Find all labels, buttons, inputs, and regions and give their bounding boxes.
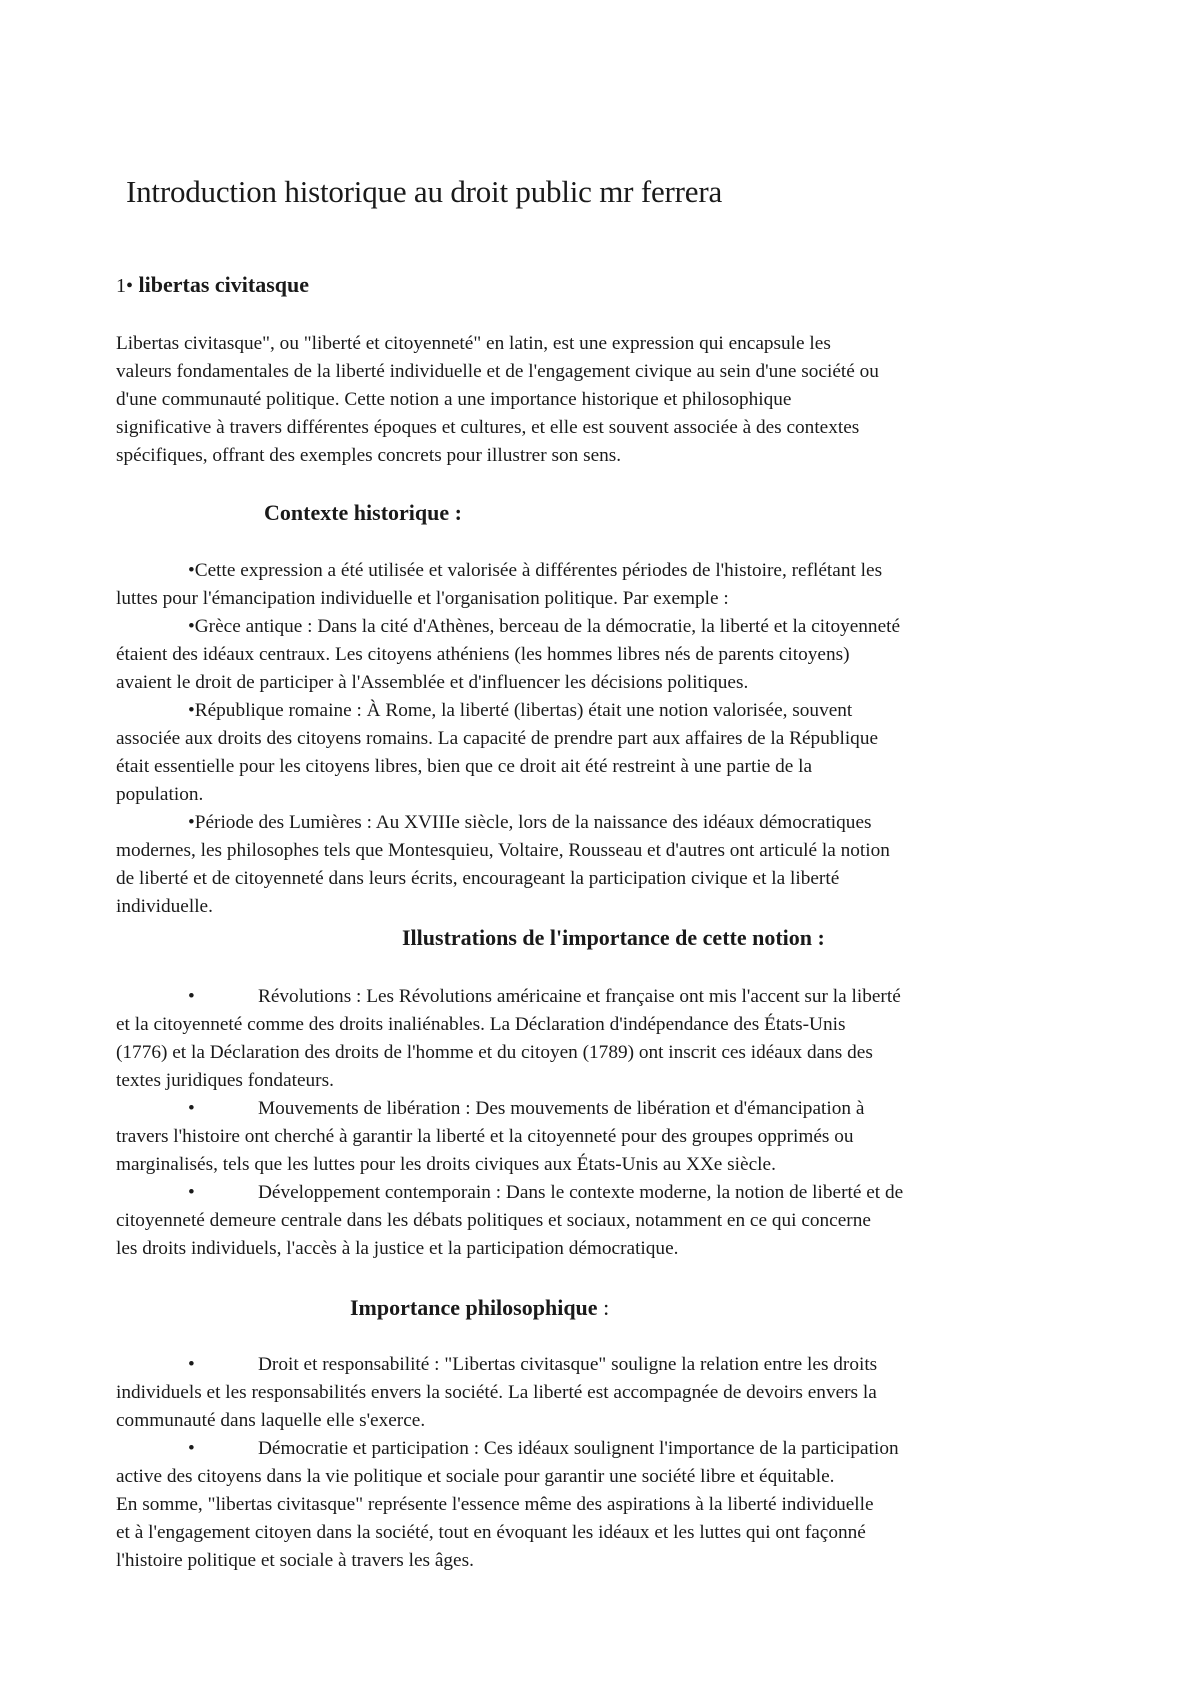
list-item-text: et à l'engagement citoyen dans la société, tout en évoquant les idéaux et les luttes qui ont façonné [116,1522,866,1543]
section-heading-text: libertas civitasque [133,272,310,297]
list-item-text: En somme, "libertas civitasque" représente l'essence même des aspirations à la liberté individuelle [116,1494,874,1515]
paragraph-line: individuelle. [116,896,213,917]
paragraph-line: significative à travers différentes époques et cultures, et elle est souvent associée à des contextes [116,417,860,438]
list-item-continuation [116,1067,1096,1095]
list-item [116,983,1096,1011]
list-item-text: Révolutions : Les Révolutions américaine et française ont mis l'accent sur la liberté [258,986,901,1007]
list-item-text: active des citoyens dans la vie politique et sociale pour garantir une société libre et équitable. [116,1466,835,1487]
list-item-continuation [116,1379,1096,1407]
paragraph-line: spécifiques, offrant des exemples concrets pour illustrer son sens. [116,445,622,466]
list-item-continuation [116,1011,1096,1039]
paragraph-line: •Cette expression a été utilisée et valorisée à différentes périodes de l'histoire, reflétant les [188,560,883,581]
contexte-paragraph [116,557,1086,921]
list-item-continuation [116,1519,1096,1547]
paragraph-line: étaient des idéaux centraux. Les citoyens athéniens (les hommes libres nés de parents citoyens) [116,644,850,665]
section-heading-libertas [116,272,309,298]
paragraph-line: •Grèce antique : Dans la cité d'Athènes, berceau de la démocratie, la liberté et la citoyenneté [188,616,901,637]
list-item-continuation [116,1235,1096,1263]
illustrations-heading: Illustrations de l'importance de cette notion : [402,925,825,950]
list-item [116,1095,1096,1123]
illustrations-list [116,983,1096,1263]
list-item [116,1435,1096,1463]
philosophique-heading-text: Importance philosophique [350,1295,598,1320]
list-item-text: travers l'histoire ont cherché à garantir la liberté et la citoyenneté pour des groupes opprimés ou [116,1126,854,1147]
paragraph-line: •République romaine : À Rome, la liberté (libertas) était une notion valorisée, souvent [188,700,853,721]
philosophique-list [116,1351,1096,1575]
list-item-continuation [116,1207,1096,1235]
paragraph-line: modernes, les philosophes tels que Montesquieu, Voltaire, Rousseau et d'autres ont articulé la notion [116,840,890,861]
paragraph-line: population. [116,784,204,805]
list-item-continuation [116,1123,1096,1151]
paragraph-line: Libertas civitasque", ou "liberté et citoyenneté" en latin, est une expression qui encapsule les [116,333,831,354]
bullet-icon: • [188,1182,195,1203]
list-item-text: les droits individuels, l'accès à la justice et la participation démocratique. [116,1238,679,1259]
document-title: Introduction historique au droit public mr ferrera [126,174,723,209]
list-item [116,1179,1096,1207]
bullet-icon: • [188,1098,195,1119]
paragraph-line: luttes pour l'émancipation individuelle et l'organisation politique. Par exemple : [116,588,729,609]
paragraph-line: •Période des Lumières : Au XVIIIe siècle, lors de la naissance des idéaux démocratiques [188,812,872,833]
list-item-text: et la citoyenneté comme des droits inaliénables. La Déclaration d'indépendance des États-Unis [116,1014,846,1035]
list-item-text: textes juridiques fondateurs. [116,1070,334,1091]
list-item-text: marginalisés, tels que les luttes pour les droits civiques aux États-Unis au XXe siècle. [116,1154,776,1175]
list-item-continuation [116,1039,1096,1067]
paragraph-line: était essentielle pour les citoyens libres, bien que ce droit ait été restreint à une partie de la [116,756,812,777]
paragraph-line: d'une communauté politique. Cette notion a une importance historique et philosophique [116,389,792,410]
list-item [116,1351,1096,1379]
list-item-text: Démocratie et participation : Ces idéaux soulignent l'importance de la participation [258,1438,899,1459]
list-item-continuation [116,1151,1096,1179]
list-item-continuation [116,1491,1096,1519]
section-number: 1• [116,275,134,297]
intro-paragraph [116,330,1086,470]
paragraph-line: associée aux droits des citoyens romains. La capacité de prendre part aux affaires de la République [116,728,879,749]
paragraph-line: avaient le droit de participer à l'Assemblée et d'influencer les décisions politiques. [116,672,749,693]
list-item-continuation [116,1463,1096,1491]
list-item-text: citoyenneté demeure centrale dans les débats politiques et sociaux, notamment en ce qui concerne [116,1210,871,1231]
philosophique-heading [350,1295,609,1321]
bullet-icon: • [188,986,195,1007]
paragraph-line: de liberté et de citoyenneté dans leurs écrits, encourageant la participation civique et la liberté [116,868,840,889]
list-item-continuation [116,1407,1096,1435]
paragraph-line: valeurs fondamentales de la liberté individuelle et de l'engagement civique au sein d'une société ou [116,361,879,382]
list-item-text: Mouvements de libération : Des mouvements de libération et d'émancipation à [258,1098,865,1119]
list-item-continuation [116,1547,1096,1575]
bullet-icon: • [188,1354,195,1375]
list-item-text: Droit et responsabilité : "Libertas civitasque" souligne la relation entre les droits [258,1354,878,1375]
list-item-text: (1776) et la Déclaration des droits de l'homme et du citoyen (1789) ont inscrit ces idéaux dans des [116,1042,873,1063]
list-item-text: individuels et les responsabilités envers la société. La liberté est accompagnée de devoirs envers la [116,1382,877,1403]
philosophique-heading-tail: : [597,1295,610,1320]
list-item-text: communauté dans laquelle elle s'exerce. [116,1410,426,1431]
list-item-text: Développement contemporain : Dans le contexte moderne, la notion de liberté et de [258,1182,904,1203]
list-item-text: l'histoire politique et sociale à travers les âges. [116,1550,474,1571]
bullet-icon: • [188,1438,195,1459]
contexte-heading: Contexte historique : [264,500,462,525]
